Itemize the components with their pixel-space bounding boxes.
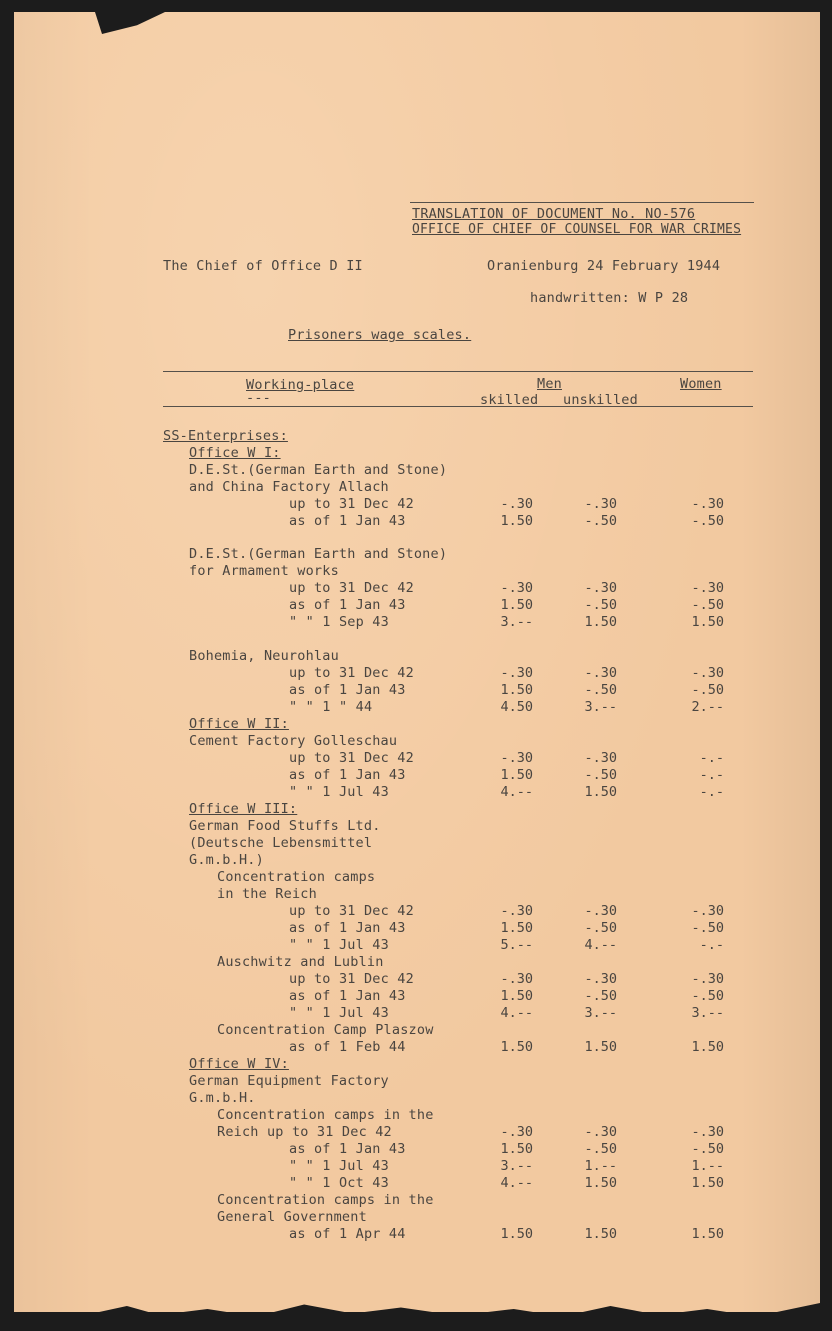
- col-working-place-sub: ---: [246, 390, 271, 406]
- row-label: in the Reich: [217, 886, 317, 902]
- sender: The Chief of Office D II: [163, 258, 363, 274]
- wage-women: -.-: [699, 784, 724, 800]
- wage-men-unskilled: -.50: [584, 597, 617, 613]
- row-label: " " 1 Jul 43: [289, 937, 389, 953]
- row-label: Reich up to 31 Dec 42: [217, 1124, 392, 1140]
- wage-women: -.30: [691, 665, 724, 681]
- wage-men-skilled: -.30: [500, 665, 533, 681]
- row-label: D.E.St.(German Earth and Stone): [189, 546, 448, 562]
- wage-women: 1.50: [691, 1039, 724, 1055]
- section-heading: Office W IV:: [189, 1056, 289, 1072]
- wage-men-unskilled: 1.50: [584, 614, 617, 630]
- wage-men-skilled: 4.--: [500, 1005, 533, 1021]
- col-working-place: Working-place: [246, 377, 355, 393]
- row-label: as of 1 Apr 44: [289, 1226, 406, 1242]
- col-skilled: skilled: [480, 392, 539, 408]
- row-label: up to 31 Dec 42: [289, 665, 414, 681]
- wage-men-unskilled: 1.50: [584, 1039, 617, 1055]
- row-label: G.m.b.H.: [189, 1090, 256, 1106]
- col-unskilled: unskilled: [563, 392, 638, 408]
- wage-women: -.-: [699, 767, 724, 783]
- wage-men-unskilled: -.50: [584, 920, 617, 936]
- translation-line: TRANSLATION OF DOCUMENT No. NO-576: [412, 206, 696, 222]
- wage-women: -.-: [699, 937, 724, 953]
- wage-men-unskilled: 4.--: [584, 937, 617, 953]
- wage-men-unskilled: -.30: [584, 903, 617, 919]
- row-label: Bohemia, Neurohlau: [189, 648, 339, 664]
- wage-men-skilled: 3.--: [500, 1158, 533, 1174]
- row-label: as of 1 Jan 43: [289, 920, 406, 936]
- row-label: " " 1 Jul 43: [289, 1158, 389, 1174]
- wage-men-skilled: 1.50: [500, 1039, 533, 1055]
- row-label: Cement Factory Golleschau: [189, 733, 398, 749]
- wage-men-unskilled: -.30: [584, 580, 617, 596]
- row-label: as of 1 Jan 43: [289, 513, 406, 529]
- table-header-rule: [163, 406, 753, 407]
- wage-women: 2.--: [691, 699, 724, 715]
- wage-men-unskilled: -.50: [584, 1141, 617, 1157]
- row-label: as of 1 Jan 43: [289, 1141, 406, 1157]
- section-heading: Office W I:: [189, 445, 281, 461]
- row-label: " " 1 Sep 43: [289, 614, 389, 630]
- wage-men-skilled: -.30: [500, 903, 533, 919]
- row-label: as of 1 Jan 43: [289, 682, 406, 698]
- section-heading: Office W III:: [189, 801, 298, 817]
- wage-women: 1.50: [691, 1226, 724, 1242]
- wage-women: 1.--: [691, 1158, 724, 1174]
- row-label: up to 31 Dec 42: [289, 750, 414, 766]
- wage-men-skilled: -.30: [500, 580, 533, 596]
- row-label: Concentration Camp Plaszow: [217, 1022, 434, 1038]
- wage-men-unskilled: -.30: [584, 1124, 617, 1140]
- row-label: as of 1 Feb 44: [289, 1039, 406, 1055]
- row-label: " " 1 Oct 43: [289, 1175, 389, 1191]
- wage-women: 1.50: [691, 614, 724, 630]
- wage-men-unskilled: 1.50: [584, 1226, 617, 1242]
- row-label: G.m.b.H.): [189, 852, 264, 868]
- office-line: OFFICE OF CHIEF OF COUNSEL FOR WAR CRIMES: [412, 222, 742, 237]
- table-top-rule: [163, 371, 753, 372]
- row-label: up to 31 Dec 42: [289, 580, 414, 596]
- wage-men-unskilled: -.50: [584, 682, 617, 698]
- col-women: Women: [680, 376, 722, 392]
- section-heading: SS-Enterprises:: [163, 428, 288, 444]
- row-label: as of 1 Jan 43: [289, 988, 406, 1004]
- row-label: (Deutsche Lebensmittel: [189, 835, 373, 851]
- wage-men-skilled: 4.50: [500, 699, 533, 715]
- place-date: Oranienburg 24 February 1944: [487, 258, 721, 274]
- row-label: German Equipment Factory: [189, 1073, 389, 1089]
- wage-men-unskilled: 1.50: [584, 784, 617, 800]
- wage-men-skilled: 1.50: [500, 513, 533, 529]
- wage-men-skilled: 1.50: [500, 682, 533, 698]
- document-title: Prisoners wage scales.: [288, 327, 472, 343]
- wage-men-skilled: 4.--: [500, 784, 533, 800]
- wage-men-skilled: -.30: [500, 496, 533, 512]
- row-label: Concentration camps in the: [217, 1107, 434, 1123]
- row-label: Concentration camps: [217, 869, 376, 885]
- wage-women: -.50: [691, 1141, 724, 1157]
- wage-men-unskilled: 3.--: [584, 1005, 617, 1021]
- wage-men-skilled: 1.50: [500, 988, 533, 1004]
- row-label: German Food Stuffs Ltd.: [189, 818, 381, 834]
- wage-women: -.30: [691, 903, 724, 919]
- wage-men-skilled: 5.--: [500, 937, 533, 953]
- wage-men-unskilled: 1.50: [584, 1175, 617, 1191]
- row-label: Concentration camps in the: [217, 1192, 434, 1208]
- wage-men-unskilled: -.30: [584, 971, 617, 987]
- wage-women: -.50: [691, 597, 724, 613]
- wage-men-unskilled: 1.--: [584, 1158, 617, 1174]
- wage-men-skilled: 3.--: [500, 614, 533, 630]
- wage-men-unskilled: -.30: [584, 750, 617, 766]
- wage-women: -.30: [691, 580, 724, 596]
- wage-women: 3.--: [691, 1005, 724, 1021]
- wage-women: -.50: [691, 682, 724, 698]
- row-label: " " 1 " 44: [289, 699, 373, 715]
- section-heading: Office W II:: [189, 716, 289, 732]
- row-label: for Armament works: [189, 563, 339, 579]
- wage-women: 1.50: [691, 1175, 724, 1191]
- wage-women: -.50: [691, 513, 724, 529]
- col-men: Men: [537, 376, 562, 392]
- wage-men-skilled: 1.50: [500, 597, 533, 613]
- row-label: and China Factory Allach: [189, 479, 389, 495]
- row-label: Auschwitz and Lublin: [217, 954, 384, 970]
- wage-men-skilled: -.30: [500, 971, 533, 987]
- wage-women: -.50: [691, 920, 724, 936]
- wage-men-unskilled: -.30: [584, 496, 617, 512]
- wage-men-unskilled: -.30: [584, 665, 617, 681]
- wage-women: -.50: [691, 988, 724, 1004]
- row-label: up to 31 Dec 42: [289, 496, 414, 512]
- wage-men-skilled: 1.50: [500, 1141, 533, 1157]
- row-label: up to 31 Dec 42: [289, 903, 414, 919]
- wage-men-skilled: 1.50: [500, 767, 533, 783]
- row-label: up to 31 Dec 42: [289, 971, 414, 987]
- header-top-rule: [410, 202, 754, 203]
- row-label: as of 1 Jan 43: [289, 767, 406, 783]
- wage-men-skilled: -.30: [500, 750, 533, 766]
- row-label: D.E.St.(German Earth and Stone): [189, 462, 448, 478]
- wage-men-unskilled: -.50: [584, 988, 617, 1004]
- wage-women: -.30: [691, 971, 724, 987]
- row-label: as of 1 Jan 43: [289, 597, 406, 613]
- wage-women: -.30: [691, 496, 724, 512]
- wage-men-skilled: 1.50: [500, 1226, 533, 1242]
- wage-men-skilled: 4.--: [500, 1175, 533, 1191]
- wage-men-skilled: 1.50: [500, 920, 533, 936]
- wage-men-unskilled: -.50: [584, 513, 617, 529]
- wage-men-unskilled: -.50: [584, 767, 617, 783]
- row-label: General Government: [217, 1209, 367, 1225]
- handwritten-note: handwritten: W P 28: [530, 290, 689, 306]
- wage-women: -.30: [691, 1124, 724, 1140]
- row-label: " " 1 Jul 43: [289, 784, 389, 800]
- wage-men-unskilled: 3.--: [584, 699, 617, 715]
- row-label: " " 1 Jul 43: [289, 1005, 389, 1021]
- wage-men-skilled: -.30: [500, 1124, 533, 1140]
- wage-women: -.-: [699, 750, 724, 766]
